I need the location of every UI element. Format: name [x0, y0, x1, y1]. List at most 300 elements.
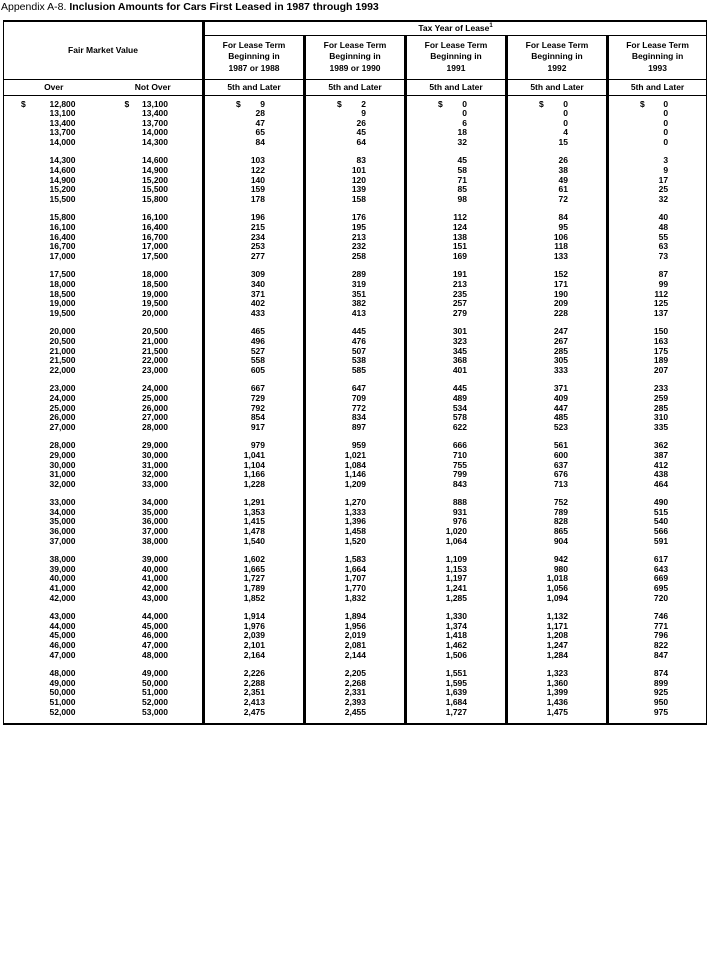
cell: 647	[305, 375, 406, 394]
table-row	[4, 204, 707, 223]
fair-market-value-header	[4, 21, 204, 79]
cell: 124	[406, 223, 507, 233]
cell: 28,000	[142, 422, 169, 432]
cell: 14,600	[142, 155, 169, 166]
fair-market-value-label: Fair Market Value	[68, 45, 138, 56]
cell: $ 0	[608, 95, 707, 109]
cell: 1,021	[305, 451, 406, 461]
cell: 1,832	[305, 594, 406, 604]
cell: 16,700	[142, 232, 169, 242]
cell: 1,478	[204, 527, 305, 537]
table-row	[4, 413, 707, 423]
cell: 22,000	[142, 356, 169, 366]
cell: 178	[204, 195, 305, 205]
appendix-label: Appendix A-8.	[1, 1, 67, 13]
cell: 103	[204, 147, 305, 166]
cell: 2,288	[204, 679, 305, 689]
cell: 19,000	[49, 299, 76, 309]
cell: 874	[608, 660, 707, 679]
table-row	[4, 242, 707, 252]
cell: 2,144	[305, 651, 406, 661]
cell: 979	[204, 432, 305, 451]
cell: 1,209	[305, 480, 406, 490]
cell: 138	[406, 233, 507, 243]
cell: 2,164	[204, 651, 305, 661]
cell: 151	[406, 242, 507, 252]
cell: 1,956	[305, 622, 406, 632]
cell: 3	[608, 147, 707, 166]
cell: 18,500	[142, 280, 169, 289]
cell: 18	[406, 128, 507, 138]
cell: 445	[406, 375, 507, 394]
table-row	[4, 660, 707, 679]
cell: 1,323	[507, 660, 608, 679]
cell: 234	[204, 233, 305, 243]
cell: 1,153	[406, 565, 507, 575]
cell: 101	[305, 166, 406, 176]
cell: 729	[204, 394, 305, 404]
table-row	[4, 594, 707, 604]
cell: 1,707	[305, 574, 406, 584]
cell: 125	[608, 299, 707, 309]
cell: 171	[507, 280, 608, 290]
cell: 412	[608, 461, 707, 471]
cell: 591	[608, 537, 707, 547]
cell: 267	[507, 337, 608, 347]
cell: 44,000	[49, 621, 76, 631]
cell: 63	[608, 242, 707, 252]
cell: 897	[305, 423, 406, 433]
cell: 771	[608, 622, 707, 632]
cell: 15,800	[142, 194, 169, 204]
cell: 42,000	[142, 584, 169, 594]
period-header-1991: 5th and Later	[406, 79, 507, 95]
cell: 32,000	[142, 470, 169, 480]
cell: 676	[507, 470, 608, 480]
cell: 854	[204, 413, 305, 423]
cell: 17,500	[142, 251, 169, 261]
dollar-sign: $	[124, 98, 130, 109]
cell: 527	[204, 347, 305, 357]
cell: 371	[507, 375, 608, 394]
table-row	[4, 280, 707, 290]
table-row	[4, 337, 707, 347]
cell: 49	[507, 176, 608, 186]
cell: 122	[204, 166, 305, 176]
cell: 669	[608, 574, 707, 584]
cell: 1,247	[507, 641, 608, 651]
cell: 215	[204, 223, 305, 233]
cell: 29,000	[49, 450, 76, 460]
cell: 232	[305, 242, 406, 252]
cell: 53,000	[142, 707, 169, 717]
cell: 976	[406, 517, 507, 527]
cell: 37,000	[142, 527, 169, 537]
cell: 0	[507, 109, 608, 119]
cell: 925	[608, 688, 707, 698]
cell: 85	[406, 185, 507, 195]
cell: 20,500	[142, 326, 169, 337]
cell: 772	[305, 404, 406, 414]
cell: 1,418	[406, 631, 507, 641]
cell: 476	[305, 337, 406, 347]
cell: 2,081	[305, 641, 406, 651]
table-row	[4, 641, 707, 651]
cell: 247	[507, 318, 608, 337]
cell: 48	[608, 223, 707, 233]
cell: 163	[608, 337, 707, 347]
table-row	[4, 299, 707, 309]
cell: 15	[507, 138, 608, 148]
cell: 305	[507, 356, 608, 366]
cell: 401	[406, 366, 507, 376]
cell: 368	[406, 356, 507, 366]
cell: 507	[305, 347, 406, 357]
cell: 1,894	[305, 603, 406, 622]
dollar-sign: $	[640, 98, 645, 109]
cell: 52,000	[49, 707, 76, 717]
cell: 637	[507, 461, 608, 471]
cell: 14,600	[49, 166, 76, 176]
cell: $ 12,800	[21, 98, 76, 109]
dollar-sign: $	[236, 98, 241, 109]
cell: 865	[507, 527, 608, 537]
cell: 43,000	[49, 611, 76, 622]
cell: 25	[608, 185, 707, 195]
lease-term-header: For Lease Term Beginning in 1992	[507, 35, 608, 79]
cell: 26,000	[142, 403, 169, 413]
table-row	[4, 489, 707, 508]
cell: 73	[608, 252, 707, 262]
cell: 84	[507, 204, 608, 223]
cell: 1,228	[204, 480, 305, 490]
cell: 213	[406, 280, 507, 290]
footnote-marker: 1	[489, 23, 493, 30]
cell: 1,285	[406, 594, 507, 604]
cell: 27,000	[142, 413, 169, 423]
cell: 36,000	[142, 517, 169, 527]
cell: 112	[406, 204, 507, 223]
cell: 50,000	[49, 688, 76, 698]
cell: 709	[305, 394, 406, 404]
cell: 1,020	[406, 527, 507, 537]
cell: 464	[608, 480, 707, 490]
cell: 942	[507, 546, 608, 565]
cell: 253	[204, 242, 305, 252]
cell: 34,000	[142, 497, 169, 508]
cell: 6	[406, 119, 507, 129]
cell: 2,268	[305, 679, 406, 689]
cell: 1,789	[204, 584, 305, 594]
cell: 47,000	[142, 641, 169, 650]
cell: 2,019	[305, 631, 406, 641]
cell: 49,000	[142, 668, 169, 679]
cell: 259	[608, 394, 707, 404]
cell: 55	[608, 233, 707, 243]
cell: 931	[406, 508, 507, 518]
cell: 159	[204, 185, 305, 195]
cell: 40,000	[49, 574, 76, 584]
cell: 959	[305, 432, 406, 451]
cell: 16,400	[49, 232, 76, 242]
cell: 1,353	[204, 508, 305, 518]
cell: 720	[608, 594, 707, 604]
cell: 17,000	[49, 251, 76, 261]
cell: 1,241	[406, 584, 507, 594]
cell: 118	[507, 242, 608, 252]
cell: 209	[507, 299, 608, 309]
cell: 22,000	[49, 365, 76, 375]
cell: 257	[406, 299, 507, 309]
title-text: Inclusion Amounts for Cars First Leased in 1987 through 1993	[69, 1, 379, 13]
cell: 235	[406, 290, 507, 300]
cell: 490	[608, 489, 707, 508]
cell: 45	[305, 128, 406, 138]
cell: 540	[608, 517, 707, 527]
cell: 2,205	[305, 660, 406, 679]
cell: 485	[507, 413, 608, 423]
cell: 465	[204, 318, 305, 337]
cell: 585	[305, 366, 406, 376]
cell: 1,684	[406, 698, 507, 708]
cell: 26,000	[49, 413, 76, 423]
over-header: Over	[4, 79, 104, 95]
cell: 112	[608, 290, 707, 300]
cell: 1,602	[204, 546, 305, 565]
cell: 1,436	[507, 698, 608, 708]
cell: 38	[507, 166, 608, 176]
cell: 17,500	[49, 269, 76, 280]
cell: 1,284	[507, 651, 608, 661]
cell: 17,000	[142, 242, 169, 252]
cell: 2,226	[204, 660, 305, 679]
cell: 445	[305, 318, 406, 337]
cell: 2,475	[204, 708, 305, 725]
cell: 789	[507, 508, 608, 518]
table-row	[4, 128, 707, 138]
table-row	[4, 195, 707, 205]
table-row	[4, 527, 707, 537]
lease-term-header: For Lease Term Beginning in 1987 or 1988	[204, 35, 305, 79]
cell: 828	[507, 517, 608, 527]
cell: 23,000	[49, 383, 76, 394]
cell: 0	[406, 109, 507, 119]
table-body	[4, 95, 707, 724]
cell: 30,000	[49, 460, 76, 470]
cell: 1,540	[204, 537, 305, 547]
cell: 26	[305, 119, 406, 129]
cell: 39,000	[49, 564, 76, 574]
table-row	[4, 394, 707, 404]
cell: 32,000	[49, 479, 76, 489]
cell: 1,665	[204, 565, 305, 575]
cell: 99	[608, 280, 707, 290]
cell: 489	[406, 394, 507, 404]
table-header	[4, 21, 707, 95]
cell: 1,770	[305, 584, 406, 594]
table-row	[4, 517, 707, 527]
cell: 140	[204, 176, 305, 186]
cell: 19,500	[49, 308, 76, 318]
table-row	[4, 119, 707, 129]
cell: 195	[305, 223, 406, 233]
cell: 279	[406, 309, 507, 319]
period-header-1993: 5th and Later	[608, 79, 707, 95]
table-row	[4, 679, 707, 689]
cell: 20,500	[49, 336, 76, 346]
cell: 45,000	[142, 621, 169, 631]
cell: 152	[507, 261, 608, 280]
cell: $ 2	[305, 95, 406, 109]
cell: 43,000	[142, 593, 169, 603]
cell: 340	[204, 280, 305, 290]
cell: 20,000	[49, 326, 76, 337]
cell: 13,100	[49, 109, 76, 119]
cell: 1,197	[406, 574, 507, 584]
cell: 578	[406, 413, 507, 423]
cell: 0	[608, 109, 707, 119]
cell: 752	[507, 489, 608, 508]
cell: 14,900	[49, 175, 76, 185]
column-subheader-row	[4, 79, 707, 95]
cell: 1,583	[305, 546, 406, 565]
cell: 14,000	[49, 137, 76, 147]
table-row	[4, 347, 707, 357]
cell: 40,000	[142, 564, 169, 574]
cell: 47,000	[49, 650, 76, 660]
table-row	[4, 309, 707, 319]
cell: 13,400	[142, 109, 169, 119]
cell: 1,462	[406, 641, 507, 651]
cell: 1,727	[406, 708, 507, 725]
cell: 15,800	[49, 212, 76, 223]
cell: 2,039	[204, 631, 305, 641]
dollar-sign: $	[539, 98, 544, 109]
cell: 1,084	[305, 461, 406, 471]
table-row	[4, 147, 707, 166]
cell: 98	[406, 195, 507, 205]
table-row	[4, 185, 707, 195]
cell: 323	[406, 337, 507, 347]
table-row	[4, 138, 707, 148]
cell: 28	[204, 109, 305, 119]
table-row	[4, 603, 707, 622]
cell: 15,200	[142, 175, 169, 185]
table-row	[4, 404, 707, 414]
cell: 1,094	[507, 594, 608, 604]
cell: 9	[305, 109, 406, 119]
cell: 233	[608, 375, 707, 394]
cell: 496	[204, 337, 305, 347]
cell: 843	[406, 480, 507, 490]
cell: 38,000	[49, 554, 76, 565]
table-row	[4, 109, 707, 119]
cell: 41,000	[142, 574, 169, 584]
cell: 1,171	[507, 622, 608, 632]
cell: 16,400	[142, 223, 169, 233]
cell: 45	[406, 147, 507, 166]
tax-year-label: Tax Year of Lease	[418, 23, 490, 34]
table-row	[4, 480, 707, 490]
cell: 58	[406, 166, 507, 176]
cell: 213	[305, 233, 406, 243]
cell: 49,000	[49, 678, 76, 688]
cell: 1,104	[204, 461, 305, 471]
cell: 695	[608, 584, 707, 594]
cell: 139	[305, 185, 406, 195]
cell: 150	[608, 318, 707, 337]
table-row	[4, 470, 707, 480]
cell: 47	[204, 119, 305, 129]
cell: 14,000	[142, 128, 169, 138]
cell: 310	[608, 413, 707, 423]
cell: 667	[204, 375, 305, 394]
table-row	[4, 537, 707, 547]
cell: 15,200	[49, 185, 76, 195]
cell: 196	[204, 204, 305, 223]
cell: 21,500	[49, 356, 76, 366]
table-row	[4, 461, 707, 471]
cell: 84	[204, 138, 305, 148]
cell: 1,041	[204, 451, 305, 461]
cell: 1,551	[406, 660, 507, 679]
cell: 52,000	[142, 697, 169, 707]
cell: 1,727	[204, 574, 305, 584]
cell: 24,000	[142, 383, 169, 394]
cell: 382	[305, 299, 406, 309]
cell: 23,000	[142, 365, 169, 375]
dollar-sign: $	[21, 98, 26, 109]
table-row	[4, 565, 707, 575]
cell: 1,664	[305, 565, 406, 575]
cell: 16,100	[142, 212, 169, 223]
cell: 2,393	[305, 698, 406, 708]
cell: 36,000	[49, 527, 76, 537]
cell: 335	[608, 423, 707, 433]
cell: 133	[507, 252, 608, 262]
cell: 228	[507, 309, 608, 319]
cell: 41,000	[49, 584, 76, 594]
cell: 975	[608, 708, 707, 725]
cell: 1,056	[507, 584, 608, 594]
cell: 34,000	[49, 507, 76, 517]
cell: 796	[608, 631, 707, 641]
cell: 515	[608, 508, 707, 518]
cell: 285	[507, 347, 608, 357]
cell: 18,000	[142, 269, 169, 280]
cell: 87	[608, 261, 707, 280]
cell: 72	[507, 195, 608, 205]
cell: 822	[608, 641, 707, 651]
cell: 64	[305, 138, 406, 148]
table-row	[4, 451, 707, 461]
cell: 13,400	[49, 118, 76, 128]
cell: 29,000	[142, 440, 169, 451]
cell: 120	[305, 176, 406, 186]
cell: 13,700	[142, 118, 169, 128]
cell: 169	[406, 252, 507, 262]
cell: 37,000	[49, 536, 76, 546]
cell: 1,064	[406, 537, 507, 547]
cell: 1,595	[406, 679, 507, 689]
cell: 19,000	[142, 289, 169, 299]
cell: 258	[305, 252, 406, 262]
table-row	[4, 432, 707, 451]
cell: 15,500	[142, 185, 169, 195]
cell: 950	[608, 698, 707, 708]
cell: 27,000	[49, 422, 76, 432]
cell: 834	[305, 413, 406, 423]
